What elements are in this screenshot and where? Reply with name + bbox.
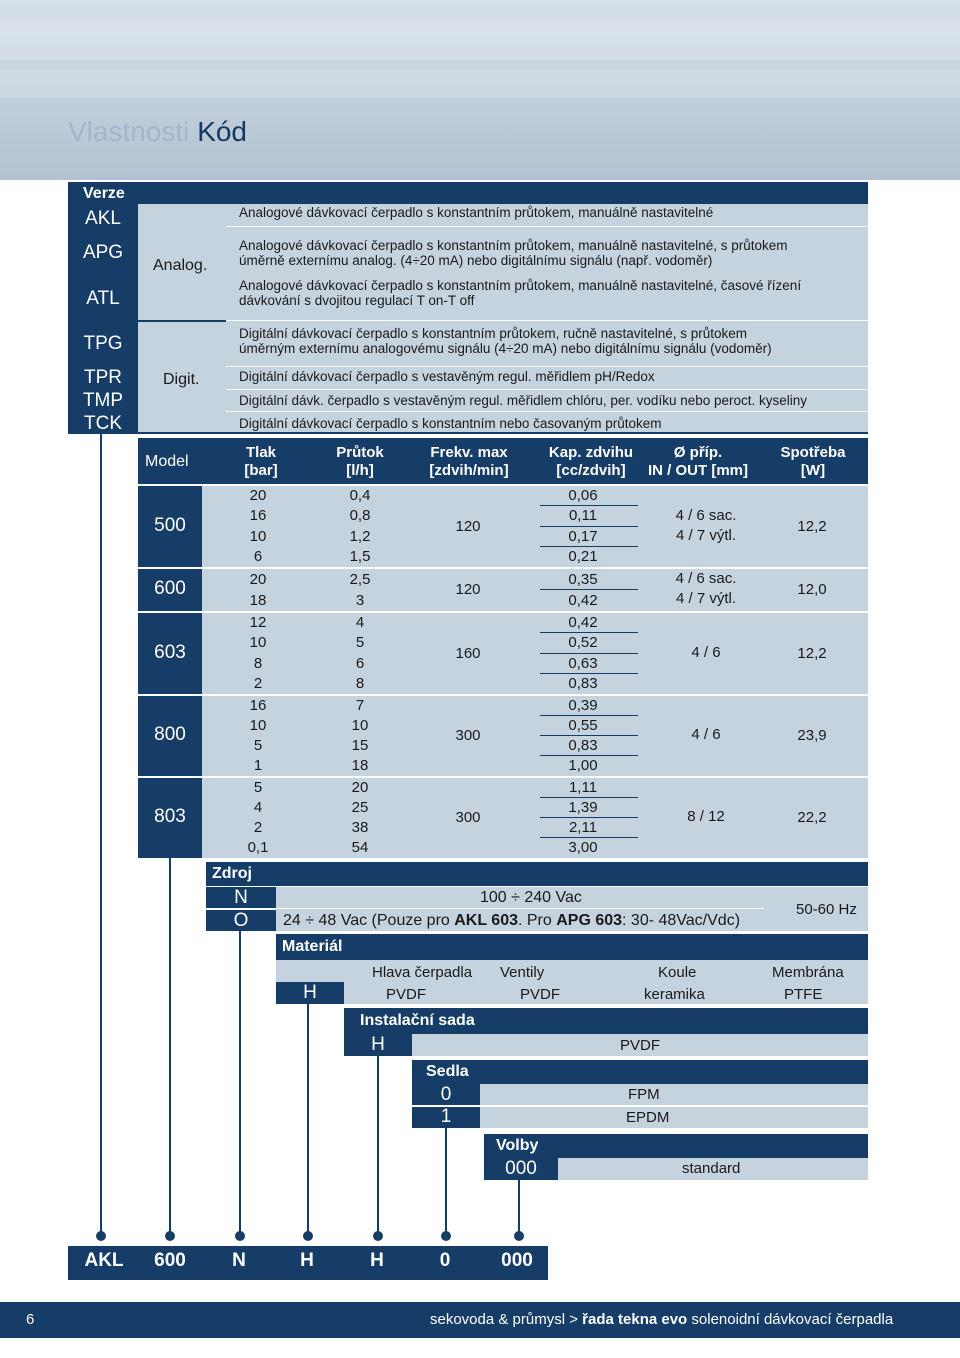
stroke-divider	[540, 653, 638, 654]
stroke-value: 0,55	[568, 717, 598, 734]
model-code: 800	[154, 724, 186, 745]
frequency-value: 300	[455, 727, 481, 744]
flow-value: 15	[351, 737, 369, 754]
source-header: Zdroj	[212, 865, 252, 882]
version-group-area	[138, 204, 226, 432]
flow-value: 0,8	[349, 507, 371, 525]
stroke-value: 0,21	[568, 547, 598, 565]
pressure-value: 16	[249, 697, 267, 714]
material-col: Membrána	[772, 964, 844, 981]
version-desc: úměrným externímu analogovému signálu (4÷20 mA) nebo digitálnímu signálu (vodoměr)	[239, 341, 772, 356]
version-desc: Digitální dávkovací čerpadlo s vestavěným regul. měřidlem pH/Redox	[239, 369, 655, 384]
material-header: Materiál	[282, 938, 343, 955]
pressure-value: 4	[253, 799, 263, 816]
connector-dot	[165, 1231, 175, 1241]
pressure-value: 10	[249, 634, 267, 652]
stroke-divider	[540, 589, 638, 590]
flow-value: 8	[355, 674, 365, 692]
version-code: TPR	[84, 367, 122, 388]
pressure-value: 6	[253, 547, 263, 565]
stroke-divider	[540, 715, 638, 716]
stroke-value: 0,42	[568, 591, 598, 609]
power-value: 22,2	[797, 809, 827, 826]
version-code: TPG	[83, 333, 123, 354]
power-value: 23,9	[797, 727, 827, 744]
stroke-divider	[540, 673, 638, 674]
stroke-value: 2,11	[568, 819, 598, 836]
pressure-value: 2	[253, 674, 263, 692]
source-frequency: 50-60 Hz	[796, 901, 857, 918]
pressure-value: 8	[253, 654, 263, 672]
flow-value: 0,4	[349, 487, 371, 505]
version-code: TCK	[84, 413, 122, 434]
connector-dot	[96, 1231, 106, 1241]
version-desc: Analogové dávkovací čerpadlo s konstantním průtokem, manuálně nastavitelné	[239, 205, 714, 220]
connection-value: 4 / 7 výtl.	[675, 526, 737, 544]
options-header: Volby	[496, 1137, 539, 1154]
pressure-value: 10	[249, 527, 267, 545]
model-code-column	[138, 486, 202, 858]
stroke-value: 0,11	[568, 507, 598, 525]
column-stroke: Kap. zdvihu [cc/zdvih]	[548, 444, 634, 479]
pressure-value: 20	[249, 487, 267, 505]
flow-value: 6	[355, 654, 365, 672]
column-flow: Průtok [l/h]	[336, 444, 384, 479]
connector-dot	[373, 1231, 383, 1241]
options-header-row	[484, 1134, 868, 1158]
install-header: Instalační sada	[360, 1012, 475, 1029]
material-val: PVDF	[386, 986, 427, 1003]
version-desc: Analogové dávkovací čerpadlo s konstantním průtokem, manuálně nastavitelné, s průtokem	[239, 238, 788, 253]
flow-value: 3	[355, 591, 365, 609]
connection-value: 8 / 12	[687, 808, 725, 825]
column-frequency: Frekv. max [zdvih/min]	[429, 444, 509, 479]
stroke-value: 0,06	[568, 487, 598, 505]
material-col: Ventily	[500, 964, 545, 981]
version-desc: Analogové dávkovací čerpadlo s konstantním průtokem, manuálně nastavitelné, časové řízení	[239, 278, 802, 293]
stroke-divider	[540, 755, 638, 756]
page-header-band	[0, 0, 960, 180]
material-val: PTFE	[784, 986, 823, 1003]
seats-code: 1	[440, 1106, 452, 1127]
stroke-value: 1,00	[568, 757, 598, 774]
options-code: 000	[505, 1158, 537, 1179]
header-stripe	[0, 70, 960, 98]
header-stripe	[0, 20, 960, 60]
example-part: H	[300, 1250, 314, 1271]
stroke-divider	[540, 526, 638, 527]
stroke-value: 0,39	[568, 697, 598, 714]
page-number: 6	[26, 1311, 35, 1328]
source-code-o: O	[233, 910, 249, 931]
source-o-text: 24 ÷ 48 Vac (Pouze pro AKL 603. Pro APG 603: 30- 48Vac/Vdc)	[283, 912, 741, 929]
model-code: 603	[154, 641, 186, 663]
flow-value: 38	[351, 819, 369, 836]
pressure-value: 12	[249, 614, 267, 632]
flow-value: 10	[351, 717, 369, 734]
version-desc: Digitální dávkovací čerpadlo s konstantním nebo časovaným průtokem	[239, 416, 662, 431]
connection-value: 4 / 6 sac.	[675, 570, 737, 587]
pressure-value: 1	[253, 757, 263, 774]
connection-value: 4 / 6	[691, 643, 721, 661]
stroke-value: 0,52	[568, 634, 598, 652]
version-desc: dávkování s dvojitou regulací T on-T off	[239, 293, 475, 308]
example-part: AKL	[84, 1250, 124, 1271]
pressure-value: 16	[249, 507, 267, 525]
stroke-value: 0,83	[568, 737, 598, 754]
frequency-value: 120	[455, 581, 481, 598]
seats-header-row	[412, 1060, 868, 1084]
stroke-value: 0,35	[568, 570, 598, 588]
material-val: PVDF	[520, 986, 561, 1003]
install-val: PVDF	[620, 1037, 661, 1054]
seats-header: Sedla	[426, 1063, 469, 1080]
seats-code: 0	[440, 1084, 452, 1105]
connector-dot	[514, 1231, 524, 1241]
frequency-value: 120	[455, 517, 481, 535]
flow-value: 1,5	[349, 547, 371, 565]
pressure-value: 20	[249, 570, 267, 588]
flow-value: 20	[351, 779, 369, 796]
page-title: Vlastnosti Kód	[68, 116, 248, 147]
install-code: H	[371, 1034, 385, 1055]
seats-val: FPM	[628, 1086, 660, 1103]
model-code: 500	[154, 514, 186, 536]
stroke-divider	[540, 797, 638, 798]
material-header-row	[276, 934, 868, 960]
flow-value: 2,5	[349, 570, 371, 588]
flow-value: 7	[355, 697, 365, 714]
pressure-value: 18	[249, 591, 267, 609]
flow-value: 4	[355, 614, 365, 632]
connector-dot	[235, 1231, 245, 1241]
stroke-value: 0,83	[568, 674, 598, 692]
example-part: 000	[501, 1250, 533, 1271]
material-col: Koule	[658, 964, 697, 981]
analog-label: Analog.	[153, 257, 208, 274]
version-desc: úměrně externímu analog. (4÷20 mA) nebo digitálnímu signálu (např. vodoměr)	[239, 253, 713, 268]
connector-dot	[441, 1231, 451, 1241]
version-code: TMP	[82, 390, 124, 411]
material-code: H	[303, 982, 317, 1003]
stroke-value: 1,39	[568, 799, 598, 816]
example-part: 0	[439, 1250, 451, 1271]
stroke-value: 1,11	[568, 779, 598, 796]
flow-value: 5	[355, 634, 365, 652]
stroke-divider	[540, 632, 638, 633]
model-code: 600	[154, 578, 186, 599]
connector-dot	[303, 1231, 313, 1241]
stroke-value: 0,63	[568, 654, 598, 672]
connection-value: 4 / 6	[691, 726, 721, 743]
version-desc: Digitální dávkovací čerpadlo s konstantním průtokem, ručně nastavitelné, s průtokem	[239, 326, 748, 341]
version-code: AKL	[85, 208, 121, 229]
version-desc: Digitální dávk. čerpadlo s vestavěným regul. měřidlem chlóru, per. vodíku nebo peroct. kyseliny	[239, 393, 808, 408]
stroke-divider	[540, 735, 638, 736]
pressure-value: 2	[253, 819, 263, 836]
pressure-value: 0,1	[247, 839, 269, 856]
frequency-value: 160	[455, 644, 481, 662]
stroke-value: 3,00	[568, 839, 598, 856]
source-code-n: N	[234, 887, 248, 908]
model-header: Model	[145, 453, 189, 470]
pressure-value: 5	[253, 779, 263, 796]
pressure-value: 10	[249, 717, 267, 734]
stroke-value: 0,17	[568, 527, 598, 545]
example-part: N	[232, 1250, 246, 1271]
flow-value: 54	[351, 839, 369, 856]
power-value: 12,2	[797, 517, 827, 535]
column-pressure: Tlak [bar]	[244, 444, 278, 479]
stroke-divider	[540, 505, 638, 506]
version-header: Verze	[83, 185, 125, 202]
example-part: 600	[154, 1250, 186, 1271]
model-data-area	[202, 486, 868, 858]
digital-label: Digit.	[163, 371, 200, 388]
pressure-value: 5	[253, 737, 263, 754]
example-part: H	[370, 1250, 384, 1271]
frequency-value: 300	[455, 809, 481, 826]
seats-val: EPDM	[626, 1109, 670, 1126]
footer-text: sekovoda & průmysl > řada tekna evo solenoidní dávkovací čerpadla	[430, 1311, 894, 1328]
connection-value: 4 / 6 sac.	[675, 506, 737, 524]
power-value: 12,2	[797, 644, 827, 662]
material-val: keramika	[644, 986, 705, 1003]
version-code: APG	[82, 242, 124, 263]
source-n-text: 100 ÷ 240 Vac	[480, 889, 582, 906]
stroke-divider	[540, 817, 638, 818]
stroke-divider	[540, 546, 638, 547]
column-power: Spotřeba [W]	[780, 444, 846, 479]
flow-value: 1,2	[349, 527, 371, 545]
model-code: 803	[154, 806, 186, 827]
power-value: 12,0	[797, 581, 827, 598]
flow-value: 25	[351, 799, 369, 816]
source-header-row	[206, 862, 868, 886]
stroke-divider	[540, 837, 638, 838]
column-connection: Ø příp. IN / OUT [mm]	[648, 444, 748, 479]
stroke-value: 0,42	[568, 614, 598, 632]
material-col: Hlava čerpadla	[372, 964, 473, 981]
options-val: standard	[682, 1160, 741, 1177]
version-code: ATL	[86, 288, 120, 309]
connection-value: 4 / 7 výtl.	[675, 590, 737, 607]
flow-value: 18	[351, 757, 369, 774]
